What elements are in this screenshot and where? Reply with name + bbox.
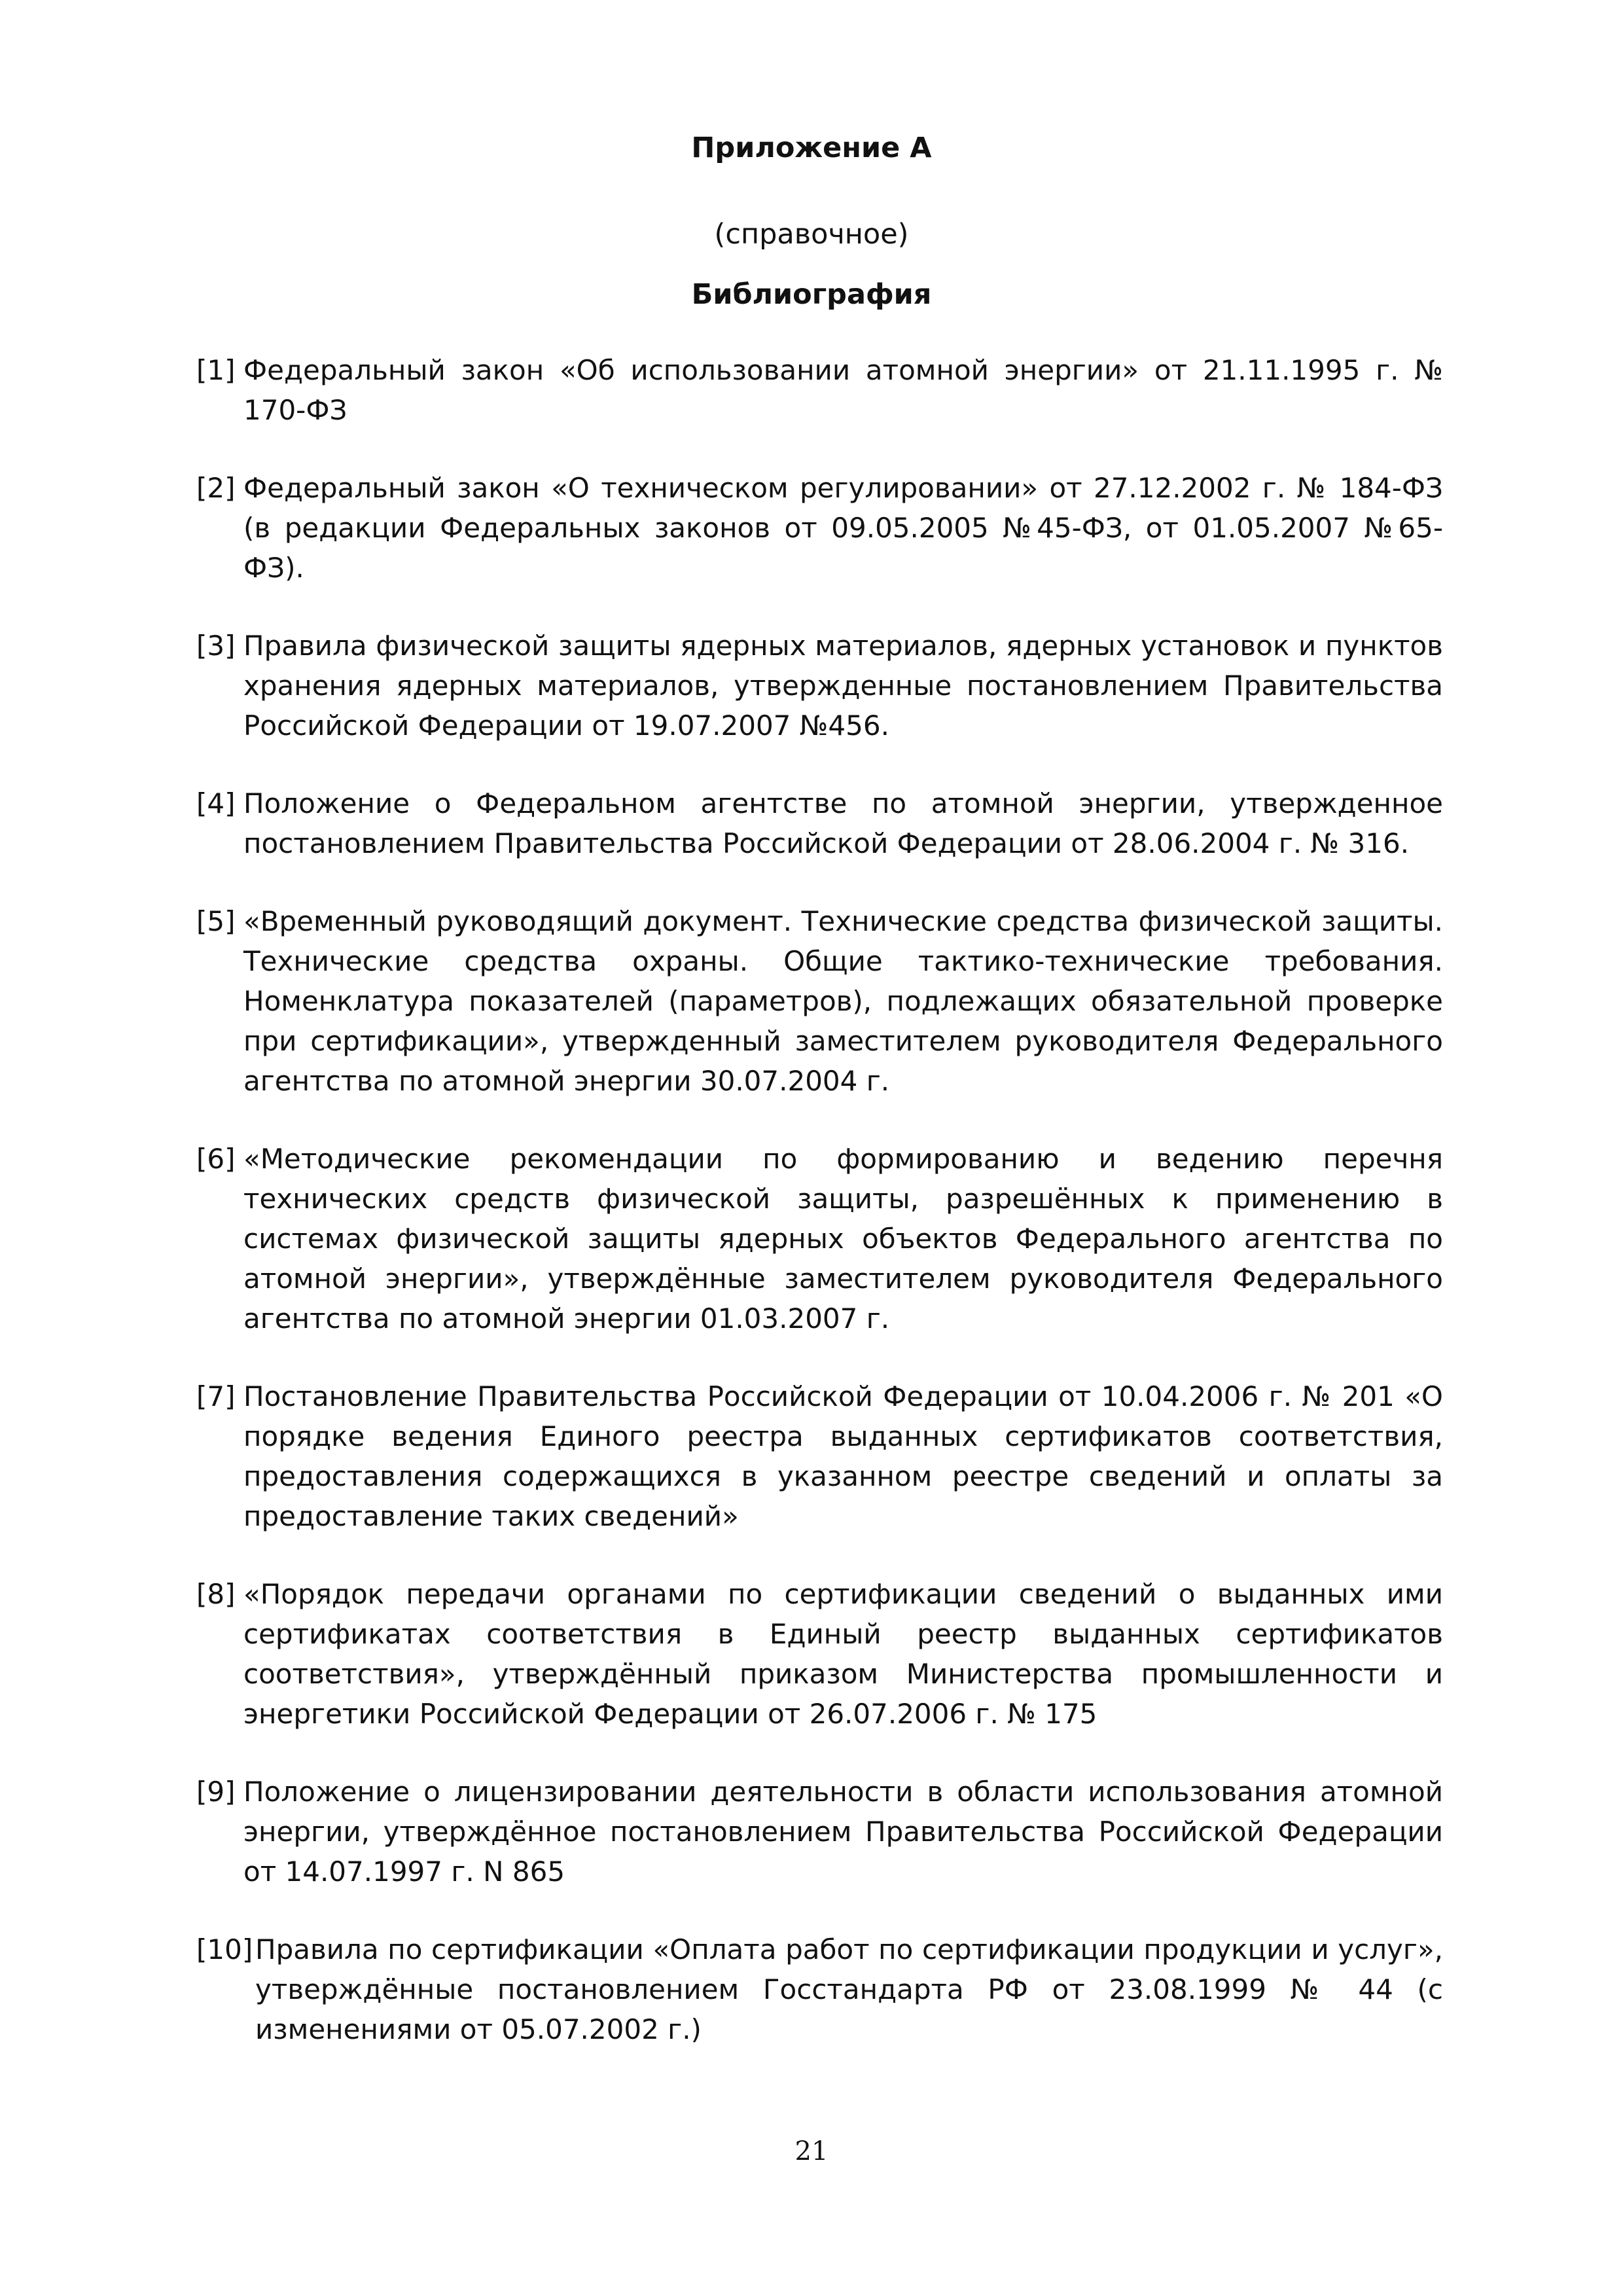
bibliography-item-3 xyxy=(196,626,1443,745)
bibliography-list xyxy=(196,350,1443,2087)
bibliography-item-text: Положение о Федеральном агентстве по атомной энергии, утвержденное постановлением Правительства Российской Федерации от 28.06.2004 г. № 316. xyxy=(243,787,1443,859)
bibliography-item-2 xyxy=(196,468,1443,588)
bibliography-item-number: [9] xyxy=(196,1776,236,1808)
bibliography-item-6 xyxy=(196,1139,1443,1338)
bibliography-heading: Библиография xyxy=(691,278,932,311)
bibliography-item-9 xyxy=(196,1772,1443,1892)
bibliography-item-number: [4] xyxy=(196,787,236,819)
bibliography-item-text: Правила по сертификации «Оплата работ по сертификации продукции и услуг», утверждённые постановлением Госстандарта РФ от 23.08.1999 № 44 (с изменениями от 05.07.2002 г.) xyxy=(255,1933,1443,2045)
bibliography-item-number: [2] xyxy=(196,472,236,504)
bibliography-item-text: «Методические рекомендации по формированию и ведению перечня технических средств физической защиты, разрешённых к применению в системах физической защиты ядерных объектов Федерального агентства по атомной энергии», утверждённые заместителем руководителя Федерального агентства по атомной энергии 01.03.2007 г. xyxy=(243,1143,1443,1335)
bibliography-item-number: [6] xyxy=(196,1143,236,1175)
bibliography-item-4 xyxy=(196,783,1443,863)
appendix-subtitle: (справочное) xyxy=(714,218,909,251)
bibliography-item-text: «Порядок передачи органами по сертификации сведений о выданных ими сертификатах соответствия в Единый реестр выданных сертификатов соответствия», утверждённый приказом Министерства промышленности и энергетики Российской Федерации от 26.07.2006 г. № 175 xyxy=(243,1578,1443,1730)
bibliography-item-number: [3] xyxy=(196,630,236,662)
page-number: 21 xyxy=(794,2136,829,2166)
bibliography-item-number: [10] xyxy=(196,1933,253,1965)
appendix-title: Приложение А xyxy=(691,132,932,164)
bibliography-item-text: Федеральный закон «О техническом регулировании» от 27.12.2002 г. № 184-ФЗ (в редакции Федеральных законов от 09.05.2005 №45-ФЗ, от 01.05.2007 №65-ФЗ). xyxy=(243,472,1443,584)
bibliography-item-text: Положение о лицензировании деятельности в области использования атомной энергии, утверждённое постановлением Правительства Российской Федерации от 14.07.1997 г. N 865 xyxy=(243,1776,1443,1888)
bibliography-item-number: [5] xyxy=(196,905,236,937)
bibliography-item-10 xyxy=(196,1929,1443,2049)
bibliography-item-number: [1] xyxy=(196,354,236,386)
bibliography-item-7 xyxy=(196,1376,1443,1536)
bibliography-item-text: Федеральный закон «Об использовании атомной энергии» от 21.11.1995 г. № 170-ФЗ xyxy=(243,354,1443,426)
bibliography-item-1 xyxy=(196,350,1443,430)
bibliography-item-number: [7] xyxy=(196,1380,236,1412)
bibliography-item-text: Правила физической защиты ядерных материалов, ядерных установок и пунктов хранения ядерных материалов, утвержденные постановлением Правительства Российской Федерации от 19.07.2007 №456. xyxy=(243,630,1443,742)
bibliography-item-text: «Временный руководящий документ. Технические средства физической защиты. Технические средства охраны. Общие тактико-технические требования. Номенклатура показателей (параметров), подлежащих обязательной проверке при сертификации», утвержденный заместителем руководителя Федерального агентства по атомной энергии 30.07.2004 г. xyxy=(243,905,1443,1097)
bibliography-item-number: [8] xyxy=(196,1578,236,1610)
bibliography-item-5 xyxy=(196,901,1443,1101)
bibliography-item-8 xyxy=(196,1574,1443,1734)
bibliography-item-text: Постановление Правительства Российской Федерации от 10.04.2006 г. № 201 «О порядке ведения Единого реестра выданных сертификатов соответствия, предоставления содержащихся в указанном реестре сведений и оплаты за предоставление таких сведений» xyxy=(243,1380,1443,1532)
